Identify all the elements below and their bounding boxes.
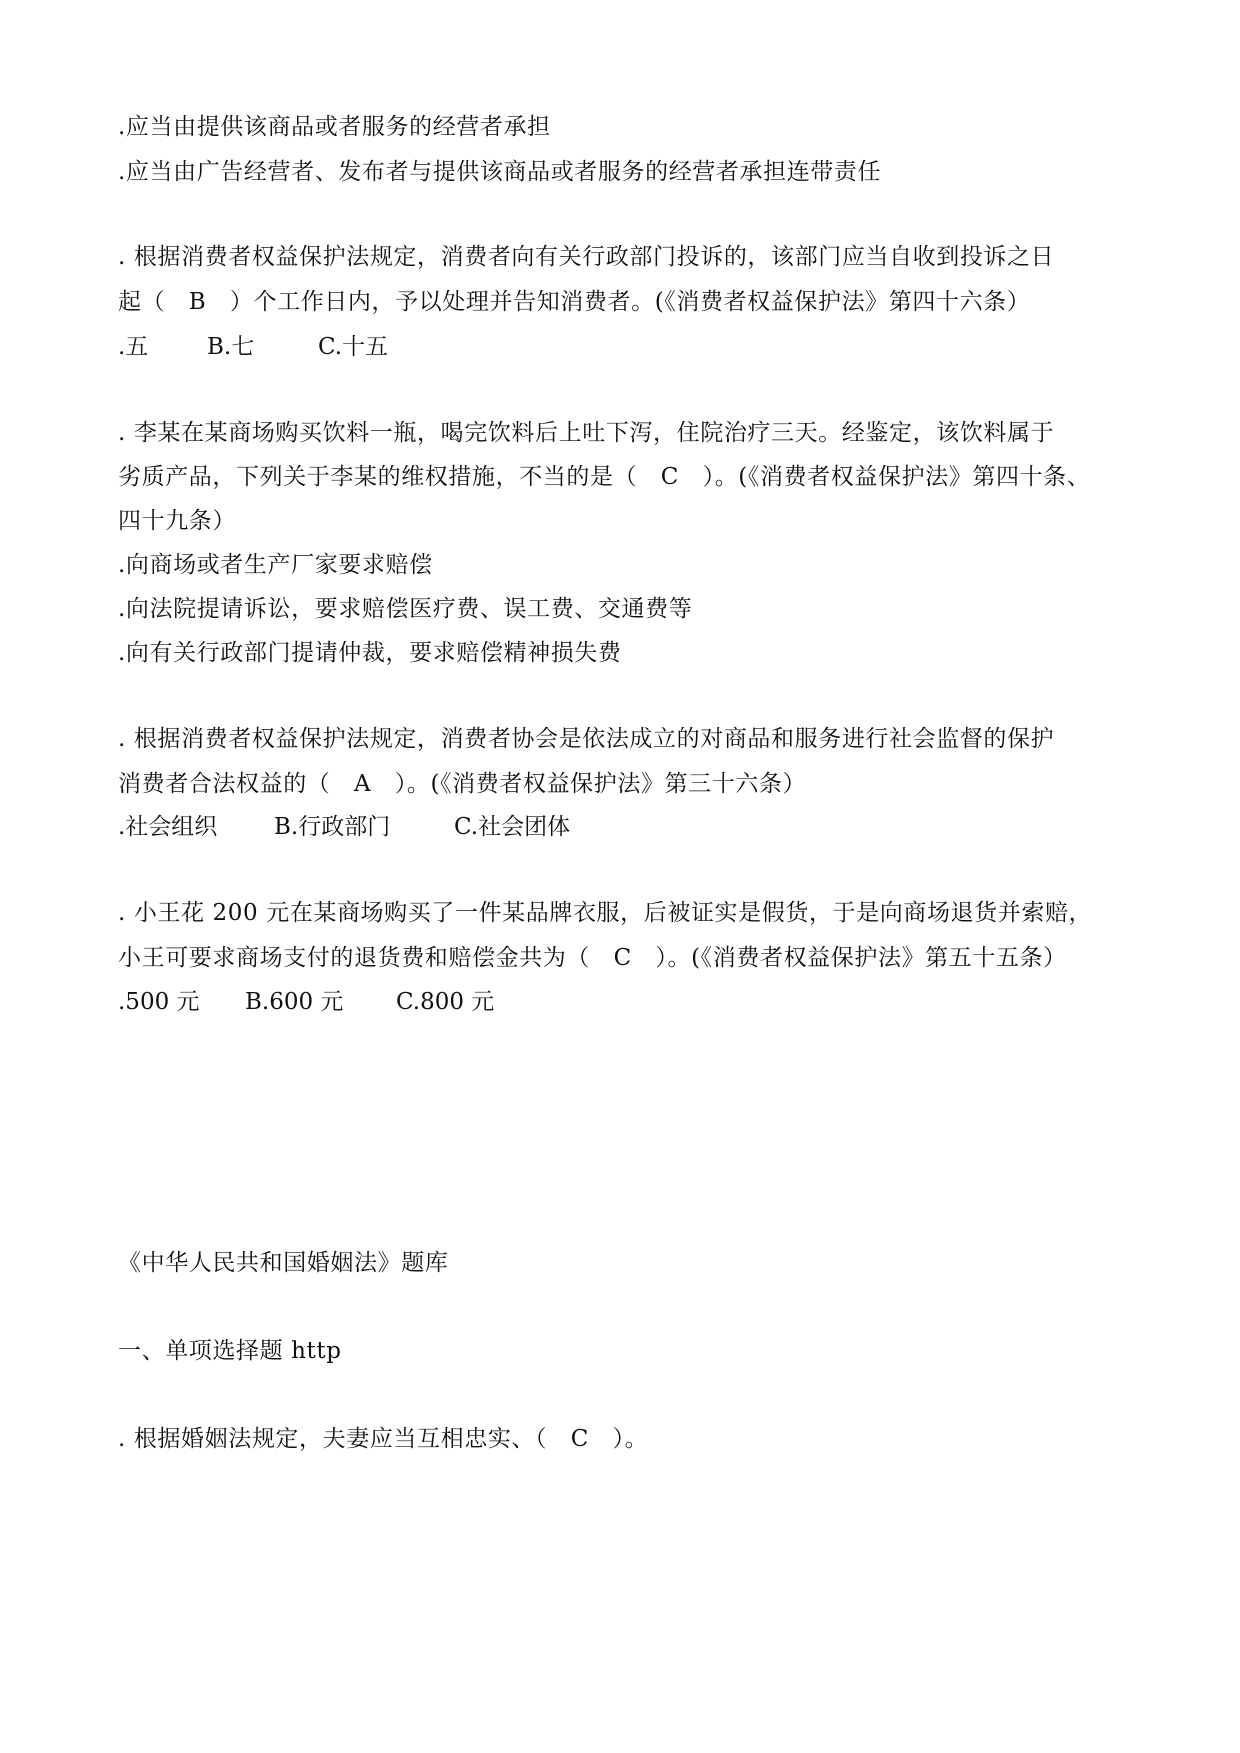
question-3-line-1: . 根据消费者权益保护法规定，消费者协会是依法成立的对商品和服务进行社会监督的保护 (118, 726, 1055, 752)
question-4-options (118, 987, 494, 1017)
question-4-option-a: .500 元 (118, 989, 200, 1015)
carryover-option-b: .应当由广告经营者、发布者与提供该商品或者服务的经营者承担连带责任 (118, 159, 882, 185)
question-2-option-c: .向有关行政部门提请仲裁，要求赔偿精神损失费 (118, 640, 622, 666)
question-2-line-1: . 李某在某商场购买饮料一瓶，喝完饮料后上吐下泻，住院治疗三天。经鉴定，该饮料属于 (118, 420, 1055, 446)
question-2-line-2: 劣质产品，下列关于李某的维权措施，不当的是（ C ）。(《消费者权益保护法》第四十条、 (118, 464, 1091, 490)
carryover-option-a: .应当由提供该商品或者服务的经营者承担 (118, 114, 551, 140)
question-4-line-1: . 小王花 200 元在某商场购买了一件某品牌衣服，后被证实是假货，于是向商场退货并索赔， (118, 900, 1093, 926)
question-1-line-1: . 根据消费者权益保护法规定，消费者向有关行政部门投诉的，该部门应当自收到投诉之日 (118, 244, 1055, 270)
question-1-option-c: C.十五 (318, 334, 389, 360)
question-5-line-1: . 根据婚姻法规定，夫妻应当互相忠实、（ C ）。 (118, 1426, 649, 1452)
question-4-line-2: 小王可要求商场支付的退货费和赔偿金共为（ C ）。(《消费者权益保护法》第五十五条） (118, 945, 1067, 971)
question-1-option-a: .五 (118, 334, 149, 360)
question-3-option-a: .社会组织 (118, 814, 218, 840)
question-4-option-c: C.800 元 (396, 989, 495, 1015)
question-3-option-b: B.行政部门 (274, 814, 391, 840)
question-3-options (118, 812, 570, 842)
question-2-option-b: .向法院提请诉讼，要求赔偿医疗费、误工费、交通费等 (118, 596, 693, 622)
question-1-option-b: B.七 (207, 334, 255, 360)
question-3-line-2: 消费者合法权益的（ A ）。(《消费者权益保护法》第三十六条） (118, 771, 807, 797)
question-3-option-c: C.社会团体 (454, 814, 571, 840)
question-4-option-b: B.600 元 (245, 989, 344, 1015)
question-1-line-2: 起（ B ）个工作日内，予以处理并告知消费者。(《消费者权益保护法》第四十六条） (118, 289, 1031, 315)
question-2-line-3: 四十九条） (118, 508, 236, 534)
question-1-options (118, 332, 388, 362)
section-title: 《中华人民共和国婚姻法》题库 (118, 1250, 449, 1276)
section-subtitle: 一、单项选择题 http (118, 1338, 342, 1364)
question-2-option-a: .向商场或者生产厂家要求赔偿 (118, 552, 433, 578)
